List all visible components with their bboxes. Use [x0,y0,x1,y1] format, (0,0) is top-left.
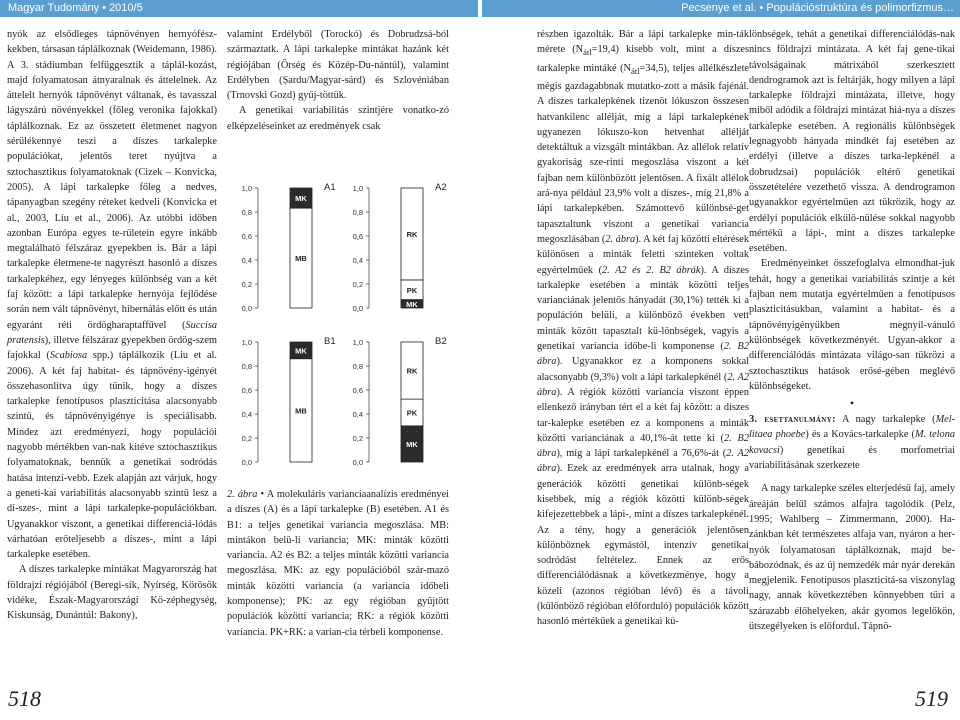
tick-label: 0,0 [352,458,363,467]
segment-label-rk: RK [406,229,418,239]
segment-label-pk: PK [406,285,418,295]
tick-label: 0,0 [241,304,252,313]
amova-stacked-bars [228,170,450,480]
paragraph: valamint Erdélyből (Torockó) és Dobrudzsá-ból származtatk. A lápi tarkalepke mintákat hazánk két régiójában (Őrség és Közép-Du-nántúl), valamint Erdélyben (Șardu/Magyar-sárd) és Szlovéniában (Trnovski Gozd) gyűj-töttük. [227,29,449,102]
page-number-left: 518 [8,686,41,711]
panel-label: B1 [324,336,336,347]
segment-label-mk: MK [295,194,307,204]
tick-label: 0,0 [352,304,363,313]
page-number-right: 519 [915,686,948,711]
tick-label: 1,0 [352,338,363,347]
tick-label: 0,8 [352,362,363,371]
paragraph: A genetikai variabilitás szintjére vonatko-zó elképzeléseinket az eredmények csak [227,105,449,132]
paragraph: lönbségek, tehát a genetikai differenciálódás-nak nincs földrajzi mintázata. A két faj gene-tikai távolságainak mátrixából szerkesztett dendrogramok azt is feltárják, hogy milyen a lápi tarkalepke földrajzi mintázata, illetve, hogy miből adódik a földrajzi mintázat hiá-nya a díszes tarkalepke esetében. A regionális különbségek legnagyobb hányada mindkét faj esetében az erdélyi (illetve a díszes tarka-lepkénél a dobrudzsai) populációk eltérő genetikai összetételére vezethető vissza. A dendrogramon ugyanakkor egyértelműen azt tükrözik, hogy az erdélyi populációk elkülö-nülése sokkal nagyobb mértékű a lápi-, mint a díszes tarkalepke esetében. [749,29,955,255]
paragraph: nyók az elsődleges tápnövényen hernyófész-kekben, társasan táplálkoznak (Weidemann, 1986). A 3. stádiumban felfüggesztik a táplál-kozást, majd folyamatosan átnyaralnak és áttelelnek. Az áttelelt hernyók tápnövényt váltanak, és tavasszal lágyszárú növényekkel (főleg veronika fajokkal) táplálkoznak. Ez az összetett életmenet nagyon sérülékennyé teszi a díszes tarkalepke populációkat, jelentős teret nyújtva a sztochasztikus folyamatoknak (Cizek – Konvicka, 2005). A lápi tarkalepke főleg a nedves, tápanyagban szegény réteket kedveli (Konvicka et al., 2003, Liu et al., 2006). Az utóbbi időben azonban Európa egyes te-rületein egyre inkább megtalálható félszáraz gyepekben is. Bár a lápi tarkalepke életmene-te nagyrészt hasonló a díszes tarkalepkéhez, egy lényeges különbség van a két faj között: a lápi tarkalepke hernyója fejlődése során nem vált tápnövényt, hibernálás előtt és után egyaránt réti ördögharaptaffűvel (Succisa pratensis), illetve félszáraz gyepekben ördög-szem fajokkal (Scabiosa spp.) táplálkozik (Liu et al. 2006). A két faj habitat- és tápnövény-igényét összehasonlítva úgy tűnik, hogy a díszes tarkalepke fenotípusos plaszticitása alacsonyabb szintű, és tápnövényigénye is speciálisabb. Mindez azt eredményezi, hogy populációi nagyobb mértékben van-nak kitéve sztochasztikus folyamatoknak, bennük a genetikai sodródás hatása intenzí-vebb. Ezek alapján azt várjuk, hogy a geneti-kai variabilitás alacsonyabb szintű lesz a dí-szes-, mint a lápi tarkalepke-populációkban. Ugyanakkor viszont, a genetikai differenciá-lódás várhatóan erőteljesebb a díszes-, mint a lápi tarkalepke esetében. [7,29,217,561]
tick-label: 1,0 [352,184,363,193]
tick-label: 0,6 [352,386,363,395]
tick-label: 0,8 [241,208,252,217]
text-column-1 [7,27,217,624]
tick-label: 0,6 [352,232,363,241]
figure-caption [227,487,449,640]
text-column-3 [537,27,749,630]
panel-a2 [353,182,447,313]
tick-label: 0,8 [352,208,363,217]
text-column-4 [749,27,955,634]
section-heading: 3. esettanulmány: A nagy tarkalepke (Mel-litaea phoebe) és a Kovács-tarkalepke (M. telona kovacsi) genetikai és morfometriai variabilitásának szerkezete [749,414,955,472]
text-column-2 [227,27,449,134]
paragraph: Eredményeinket összefoglalva elmondhat-juk tehát, hogy a genetikai variabilitás szintje a két fajban nem mutatja egyértelműen a fenotípusos plaszticitásukban, valamint a habitat- és a tápnövényigényükben megnyil-vánuló különbségek következményét. Ugyan-akkor a differenciálódás mintázata világo-san tükrözi a sztochasztikus hatások erősé-gében meglévő különbségeket. [749,258,955,392]
panel-b2 [353,336,447,467]
segment-label-rk: RK [406,366,418,376]
figure-caption-text: • A molekuláris varianciaanalízis eredményei a díszes (A) és a lápi tarkalepke (B) esetében. A1 és B1: a teljes genetikai variancia megoszlása. MB: mintákon belü-li variancia; MK: minták közötti variancia. A2 és B2: a teljes minták közötti variancia megoszlása. MK: az egy populációból szár-mazó minták közötti variancia (a variancia időbeli komponense); PK: az egy régióban gyűjtött populációk közötti variancia; RK: a régiók közötti variancia. PK+RK: a varian-cia térbeli komponense. [227,489,449,638]
segment-label-mk: MK [406,439,418,449]
panel-b1 [242,336,336,467]
paragraph: A nagy tarkalepke széles elterjedésű faj, amely áreáján belül számos alfajra tagolódik (Pelz, 1995; Wahlberg – Zimmermann, 2000). Ha-zánkban két természetes alfaja van, nyáron a her-nyók folyamatosan táplálkoznak, majd be-bábozódnak, és az új nemzedék már nyár derekán megjelenik. Fenotípusos plaszticitá-sa viszonylag nagy, annak következtében könnyebben tűri a szárazabb élőhelyeken, akár gyomos legelőkön, ütszegélyeken is előfordul. Tápnö- [749,483,955,632]
panel-a1 [242,182,336,313]
tick-label: 0,8 [241,362,252,371]
tick-label: 0,0 [241,458,252,467]
tick-label: 0,6 [241,386,252,395]
figure-2 [228,170,450,480]
tick-label: 0,2 [241,434,252,443]
segment-label-pk: PK [406,408,418,418]
figure-caption-lead: 2. ábra [227,489,258,500]
segment-label-mb: MB [295,254,307,264]
segment-label-mk: MK [406,299,418,309]
tick-label: 1,0 [241,338,252,347]
panel-label: B2 [435,336,447,347]
tick-label: 0,4 [352,410,363,419]
panel-label: A1 [324,182,336,193]
segment-label-mk: MK [295,346,307,356]
tick-label: 0,2 [352,434,363,443]
paragraph: részben igazolták. Bár a lápi tarkalepke min-ták mérete $(N_{átl}=19,4)$ kisebb volt, mint a díszes tarkalepke mintáké $(N_{átl}=34,5)$, teljes allélkészlete mégis gazdagabbnak mutatko-zott a másik fajénál. A díszes tarkalepkének tizenöt lókuszon összesen hatvankilenc allélját, míg a lápi tarkalepkének ugyanezen lókuszo-kon hetvenhat allélját detektáltuk a vizsgált mintákban. Az allélok relatív gyakoriság sze-rinti megoszlása viszont a két fajban nem különbözött jelentősen. A fixált allélok ará-nya például 23,9% volt a díszes-, míg 21,8% a lápi tarkalepkében. Számottevő különbsé-get tapasztaltunk viszont a genetikai variancia megoszlásában (2. ábra). A két faj közötti eltérések különösen a minták feletti szinteken voltak egyértelműek (2. A2 és 2. B2 ábrák). A díszes tarkalepke esetében a minták közötti teljes varianciának jelentős hányadát (30,1%) tették ki a populáción belüli, a különböző években vett minták között tapasztalt kü-lönbségek, vagyis a genetikai variancia időbe-li komponense (2. B2 ábra). Ugyanakkor ez a komponens sokkal alacsonyabb (9,3%) volt a lápi tarkalepkénél (2. A2 ábra). A régiók közötti variancia viszont éppen ellenkező irányban tért el a két faj között: a díszes tar-kalepke esetében ez a komponens a minták közötti varianciának a 40,1%-át tette ki (2. B2 ábra), míg a lápi tarkalepkénél a 76,6%-át (2. A2 ábra). Ezek az eredmények arra utalnak, hogy a generációk közötti genetikai különb-ségek kisebbek, míg a régiók közötti különb-ségek kifejezettebbek a lápi-, mint a díszes tarkalepkénél. Az a tény, hogy a generációk jelentősen különböznek egymástól, intenzív genetikai sodródást feltételez. Ennek az erős differenciálódásnak a következménye, hogy a közeli (azonos régióban lévő) és a távoli (különböző régióban előforduló) populációk között hasonló mértékűek a genetikai kü- [537,29,750,628]
tick-label: 0,4 [241,256,252,265]
tick-label: 1,0 [241,184,252,193]
panel-label: A2 [435,182,447,193]
section-separator: • [849,396,855,411]
tick-label: 0,4 [241,410,252,419]
tick-label: 0,4 [352,256,363,265]
running-header-left: Magyar Tudomány • 2010/5 [0,0,478,17]
tick-label: 0,2 [241,280,252,289]
paragraph: A díszes tarkalepke mintákat Magyarország hat földrajzi régiójából (Beregi-sík, Nyírség, Körösök vidéke, Észak-Magyarországi Kö-zéphegység, Kiskunság, Dunántúl: Bakony), [7,564,217,622]
tick-label: 0,2 [352,280,363,289]
segment-label-mb: MB [295,406,307,416]
tick-label: 0,6 [241,232,252,241]
running-header-right: Pecsenye et al. • Populációstruktúra és polimorfizmus… [482,0,960,17]
